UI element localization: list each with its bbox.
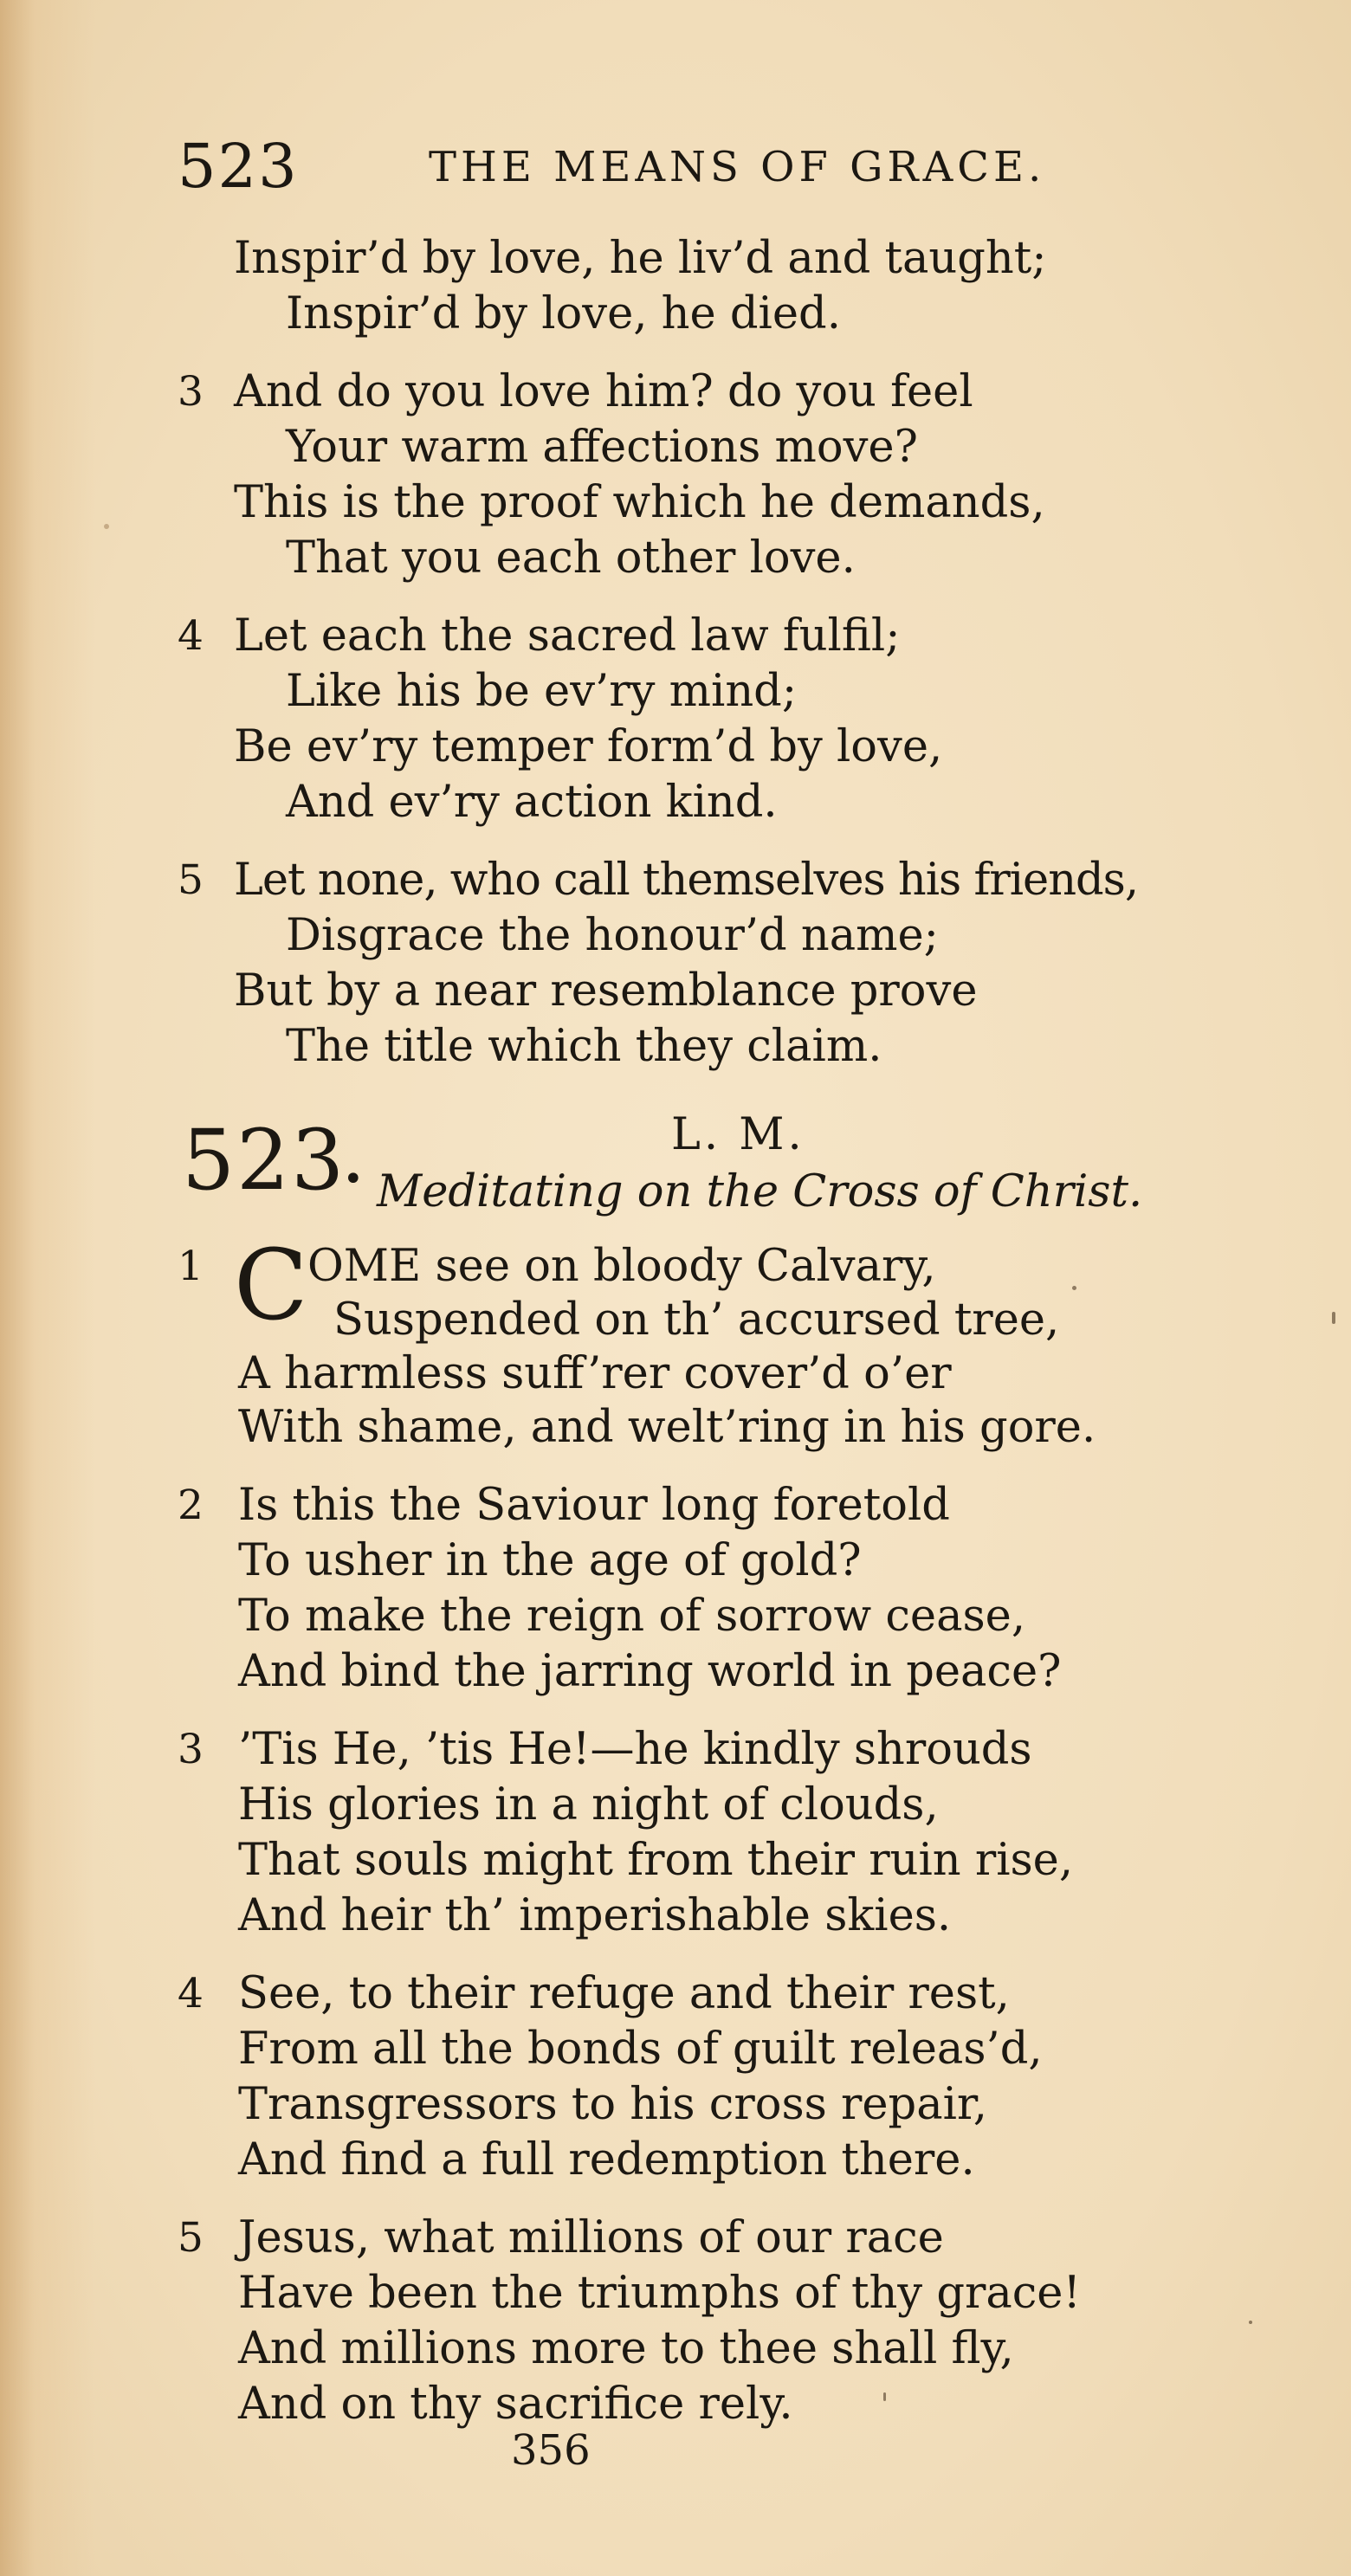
verse-number: 5 — [178, 2214, 204, 2262]
verse-line: A harmless suff’rer cover’d o’er — [238, 1348, 952, 1399]
verse-line: Transgressors to his cross repair, — [238, 2079, 987, 2130]
verse-number: 5 — [178, 856, 204, 904]
drop-cap: C — [234, 1230, 308, 1342]
verse-line: OME see on bloody Calvary, — [307, 1241, 936, 1292]
verse-line: Is this the Saviour long foretold — [238, 1480, 950, 1531]
verse-line: Let each the sacred law fulfil; — [234, 610, 901, 662]
verse-line: Have been the triumphs of thy grace! — [238, 2268, 1081, 2319]
verse-line: Your warm affections move? — [286, 422, 918, 473]
verse-line: ’Tis He, ’tis He!—he kindly shrouds — [238, 1724, 1032, 1775]
verse-line: See, to their refuge and their rest, — [238, 1968, 1010, 2019]
verse-line: And heir th’ imperishable skies. — [238, 1890, 952, 1941]
verse-line: Inspir’d by love, he died. — [286, 288, 841, 339]
verse-line: That souls might from their ruin rise, — [238, 1835, 1074, 1886]
verse-line: Disgrace the honour’d name; — [286, 910, 939, 961]
verse-line: And find a full redemption there. — [238, 2134, 975, 2185]
verse-line: Let none, who call themselves his friends, — [234, 855, 1139, 906]
verse-number: 1 — [178, 1243, 204, 1290]
verse-line: His glories in a night of clouds, — [238, 1779, 939, 1830]
verse-number: 2 — [178, 1482, 204, 1529]
footer-page-number: 356 — [511, 2426, 591, 2475]
hymn-number-dot: • — [343, 1159, 364, 1199]
verse-line: The title which they claim. — [286, 1021, 882, 1072]
verse-line: From all the bonds of guilt releas’d, — [238, 2024, 1043, 2075]
verse-line: But by a near resemblance prove — [234, 965, 978, 1017]
verse-line: To make the reign of sorrow cease, — [238, 1591, 1026, 1642]
verse-line: And ev’ry action kind. — [286, 777, 778, 828]
verse-line: And bind the jarring world in peace? — [238, 1646, 1062, 1697]
verse-line: And do you love him? do you feel — [234, 366, 973, 417]
paper-speck — [1332, 1312, 1335, 1324]
verse-line: Be ev’ry temper form’d by love, — [234, 721, 943, 772]
page-header — [178, 132, 1147, 201]
paper-speck — [1072, 1286, 1076, 1290]
header-page-number: 523 — [178, 131, 299, 202]
verse-number: 4 — [178, 612, 204, 660]
verse-number: 3 — [178, 368, 204, 416]
verse-line: This is the proof which he demands, — [234, 477, 1045, 528]
verse-line: Jesus, what millions of our race — [238, 2212, 944, 2263]
verse-number: 3 — [178, 1726, 204, 1773]
verse-line: To usher in the age of gold? — [238, 1535, 862, 1586]
hymn-meter: L. M. — [671, 1109, 805, 1160]
verse-line: Suspended on th’ accursed tree, — [333, 1294, 1060, 1346]
verse-line: And on thy sacrifice rely. — [238, 2379, 793, 2430]
verse-line: With shame, and welt’ring in his gore. — [238, 1402, 1096, 1453]
verse-line: And millions more to thee shall fly, — [238, 2323, 1014, 2374]
verse-line: Like his be ev’ry mind; — [286, 666, 798, 717]
paper-speck — [1249, 2321, 1252, 2324]
hymn-title: Meditating on the Cross of Christ. — [377, 1166, 1143, 1217]
paper-speck — [883, 2392, 886, 2401]
verse-number: 4 — [178, 1970, 204, 2018]
running-title: THE MEANS OF GRACE. — [429, 143, 1046, 191]
verse-line: That you each other love. — [286, 533, 856, 584]
verse-line: Inspir’d by love, he liv’d and taught; — [234, 233, 1047, 284]
hymn-number: 523 — [182, 1112, 346, 1209]
paper-speck — [104, 524, 109, 529]
